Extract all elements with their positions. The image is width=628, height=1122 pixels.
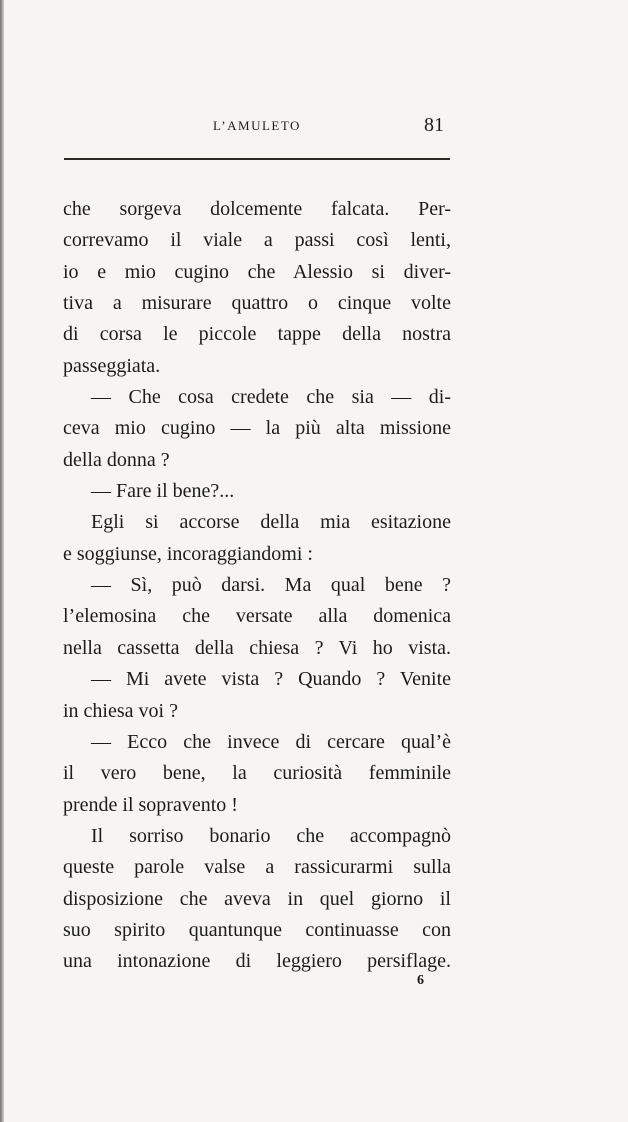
text-line: io e mio cugino che Alessio si diver- (63, 260, 451, 283)
text-line: queste parole valse a rassicurarmi sulla (63, 856, 451, 879)
text-line: prende il sopravento ! (63, 793, 238, 816)
text-line: nella cassetta della chiesa ? Vi ho vista. (63, 636, 451, 659)
text-line: — Mi avete vista ? Quando ? Venite (91, 668, 451, 691)
header-rule (64, 158, 450, 160)
text-line: della donna ? (63, 448, 170, 471)
text-line: — Sì, può darsi. Ma qual bene ? (91, 574, 451, 597)
text-line: disposizione che aveva in quel giorno il (63, 887, 451, 910)
page-number: 81 (424, 114, 444, 136)
text-line: tiva a misurare quattro o cinque volte (63, 292, 451, 315)
text-line: Il sorriso bonario che accompagnò (91, 824, 451, 847)
page-edge-shadow (0, 0, 4, 1122)
text-line: in chiesa voi ? (63, 699, 178, 722)
text-line: correvamo il viale a passi così lenti, (63, 229, 451, 252)
text-line: ceva mio cugino — la più alta missione (63, 417, 451, 440)
text-line: suo spirito quantunque continuasse con (63, 918, 451, 941)
text-line: che sorgeva dolcemente falcata. Per- (63, 198, 451, 220)
text-line: il vero bene, la curiosità femminile (63, 762, 451, 785)
text-line: di corsa le piccole tappe della nostra (63, 323, 451, 346)
body-text (63, 194, 451, 978)
signature-mark: 6 (417, 973, 424, 988)
text-line: e soggiunse, incoraggiandomi : (63, 542, 313, 565)
running-title: L’AMULETO (213, 118, 301, 133)
text-line: — Fare il bene?... (91, 480, 235, 503)
text-line: — Ecco che invece di cercare qual’è (91, 730, 451, 753)
text-line: l’elemosina che versate alla domenica (63, 605, 451, 628)
text-line: una intonazione di leggiero persiflage. (63, 950, 451, 973)
page-header (64, 110, 450, 150)
text-line: Egli si accorse della mia esitazione (91, 511, 451, 534)
text-line: passeggiata. (63, 354, 161, 377)
text-line: — Che cosa credete che sia — di- (91, 386, 451, 409)
